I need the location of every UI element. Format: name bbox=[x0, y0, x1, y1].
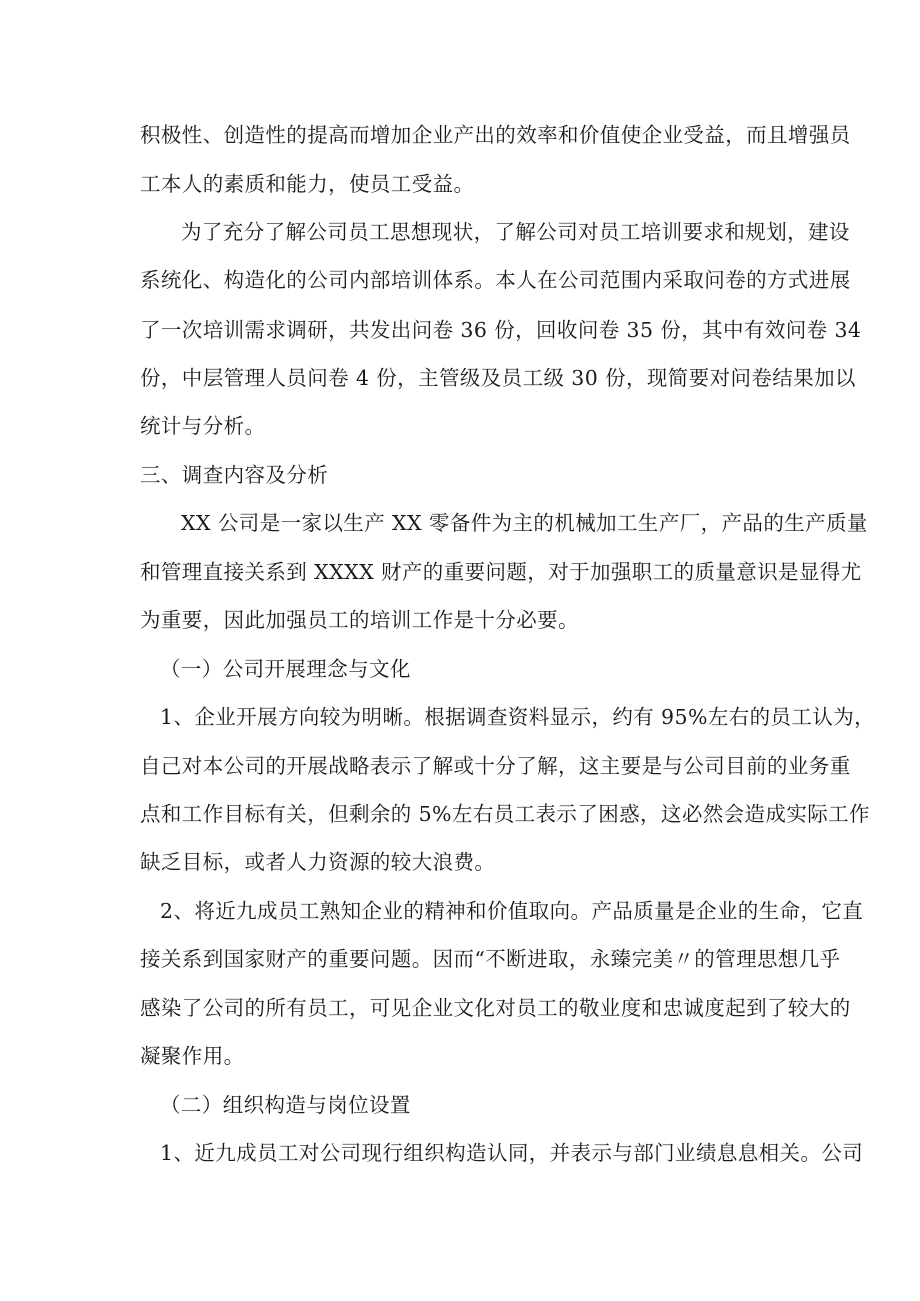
subsection-heading: （一）公司开展理念与文化 bbox=[160, 657, 411, 681]
body-text-line: 和管理直接关系到 XXXX 财产的重要问题，对于加强职工的质量意识是显得尤 bbox=[140, 560, 862, 584]
body-text-line: 系统化、构造化的公司内部培训体系。本人在公司范围内采取问卷的方式进展 bbox=[140, 268, 851, 292]
body-text-line: 凝聚作用。 bbox=[140, 1044, 245, 1068]
body-text-line: 了一次培训需求调研，共发出问卷 36 份，回收问卷 35 份，其中有效问卷 34 bbox=[140, 318, 862, 342]
body-text-line: 工本人的素质和能力，使员工受益。 bbox=[140, 172, 475, 196]
paragraph-first-line: 1、企业开展方向较为明晰。根据调查资料显示，约有 95%左右的员工认为， bbox=[160, 705, 876, 729]
subsection-heading: （二）组织构造与岗位设置 bbox=[160, 1093, 411, 1117]
body-text-line: 为重要，因此加强员工的培训工作是十分必要。 bbox=[140, 608, 579, 632]
paragraph-first-line: 1、近九成员工对公司现行组织构造认同，并表示与部门业绩息息相关。公司 bbox=[160, 1141, 864, 1165]
body-text-line: 份，中层管理人员问卷 4 份，主管级及员工级 30 份，现简要对问卷结果加以 bbox=[140, 366, 856, 390]
section-heading: 三、调查内容及分析 bbox=[140, 463, 329, 487]
body-text-line: 自己对本公司的开展战略表示了解或十分了解，这主要是与公司目前的业务重 bbox=[140, 754, 851, 778]
paragraph-first-line: 为了充分了解公司员工思想现状，了解公司对员工培训要求和规划，建设 bbox=[181, 220, 850, 244]
body-text-line: 统计与分析。 bbox=[140, 414, 266, 438]
body-text-line: 感染了公司的所有员工，可见企业文化对员工的敬业度和忠诚度起到了较大的 bbox=[140, 996, 851, 1020]
body-text-line: 积极性、创造性的提高而增加企业产出的效率和价值使企业受益，而且增强员 bbox=[140, 123, 851, 147]
body-text-line: 点和工作目标有关，但剩余的 5%左右员工表示了困惑，这必然会造成实际工作 bbox=[140, 802, 870, 826]
body-text-line: 接关系到国家财产的重要问题。因而“不断进取，永臻完美〃的管理思想几乎 bbox=[140, 947, 841, 971]
paragraph-first-line: 2、将近九成员工熟知企业的精神和价值取向。产品质量是企业的生命，它直 bbox=[160, 899, 864, 923]
body-text-line: 缺乏目标，或者人力资源的较大浪费。 bbox=[140, 850, 496, 874]
paragraph-first-line: XX 公司是一家以生产 XX 零备件为主的机械加工生产厂，产品的生产质量 bbox=[181, 511, 868, 535]
